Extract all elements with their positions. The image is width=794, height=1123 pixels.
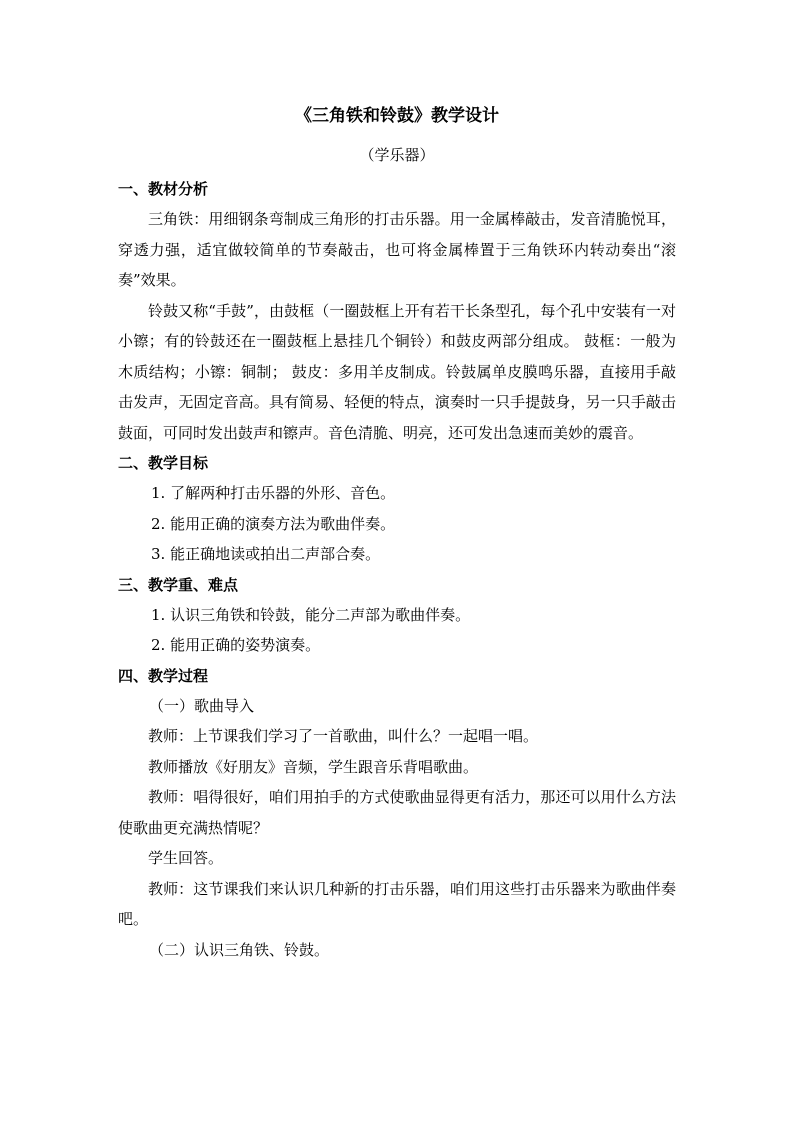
goal-item: 1. 了解两种打击乐器的外形、音色。 [151,484,396,502]
section-heading-key-points: 三、教学重、难点 [118,575,239,594]
process-paragraph: 教师：唱得很好，咱们用拍手的方式使歌曲显得更有活力，那还可以用什么方法使歌曲更充满热情呢？ [118,788,676,837]
document-subtitle: （学乐器） [359,146,435,164]
process-paragraph: 学生回答。 [148,849,224,867]
document-title: 《三角铁和铃鼓》教学设计 [295,106,499,126]
process-paragraph: 教师：上节课我们学习了一首歌曲，叫什么？一起唱一唱。 [148,727,539,745]
paragraph-triangle: 三角铁：用细钢条弯制成三角形的打击乐器。用一金属棒敲击，发音清脆悦耳，穿透力强，适宜做较简单的节奏敲击，也可将金属棒置于三角铁环内转动奏出“滚奏”效果。 [118,210,676,289]
section-heading-process: 四、教学过程 [118,666,209,685]
process-part-heading: （一）歌曲导入 [149,696,255,715]
goal-item: 3. 能正确地读或拍出二声部合奏。 [151,545,381,563]
process-paragraph: 教师播放《好朋友》音频，学生跟音乐背唱歌曲。 [148,757,479,776]
goal-item: 2. 能用正确的演奏方法为歌曲伴奏。 [151,514,396,533]
key-point-item: 2. 能用正确的姿势演奏。 [151,636,321,654]
paragraph-tambourine: 铃鼓又称“手鼓”，由鼓框（一圈鼓框上开有若干长条型孔，每个孔中安装有一对小镲；有的铃鼓还在一圈鼓框上悬挂几个铜铃）和鼓皮两部分组成。 鼓框：一般为木质结构；小镲：铜制； 鼓皮：多用羊皮制成。铃鼓属单皮膜鸣乐器，直接用手敲击发声，无固定音高。具有简易、轻便的特点，演奏时一只手提鼓身，另一只手敲击鼓面，可同时发出鼓声和镲声。音色清脆、明亮，还可发出急速而美妙的震音。 [118,301,676,442]
process-paragraph: 教师：这节课我们来认识几种新的打击乐器，咱们用这些打击乐器来为歌曲伴奏吧。 [118,879,676,928]
section-heading-materials: 一、教材分析 [118,180,209,198]
section-heading-goals: 二、教学目标 [118,454,209,472]
key-point-item: 1. 认识三角铁和铃鼓，能分二声部为歌曲伴奏。 [151,605,471,624]
process-part-heading: （二）认识三角铁、铃鼓。 [149,940,330,959]
